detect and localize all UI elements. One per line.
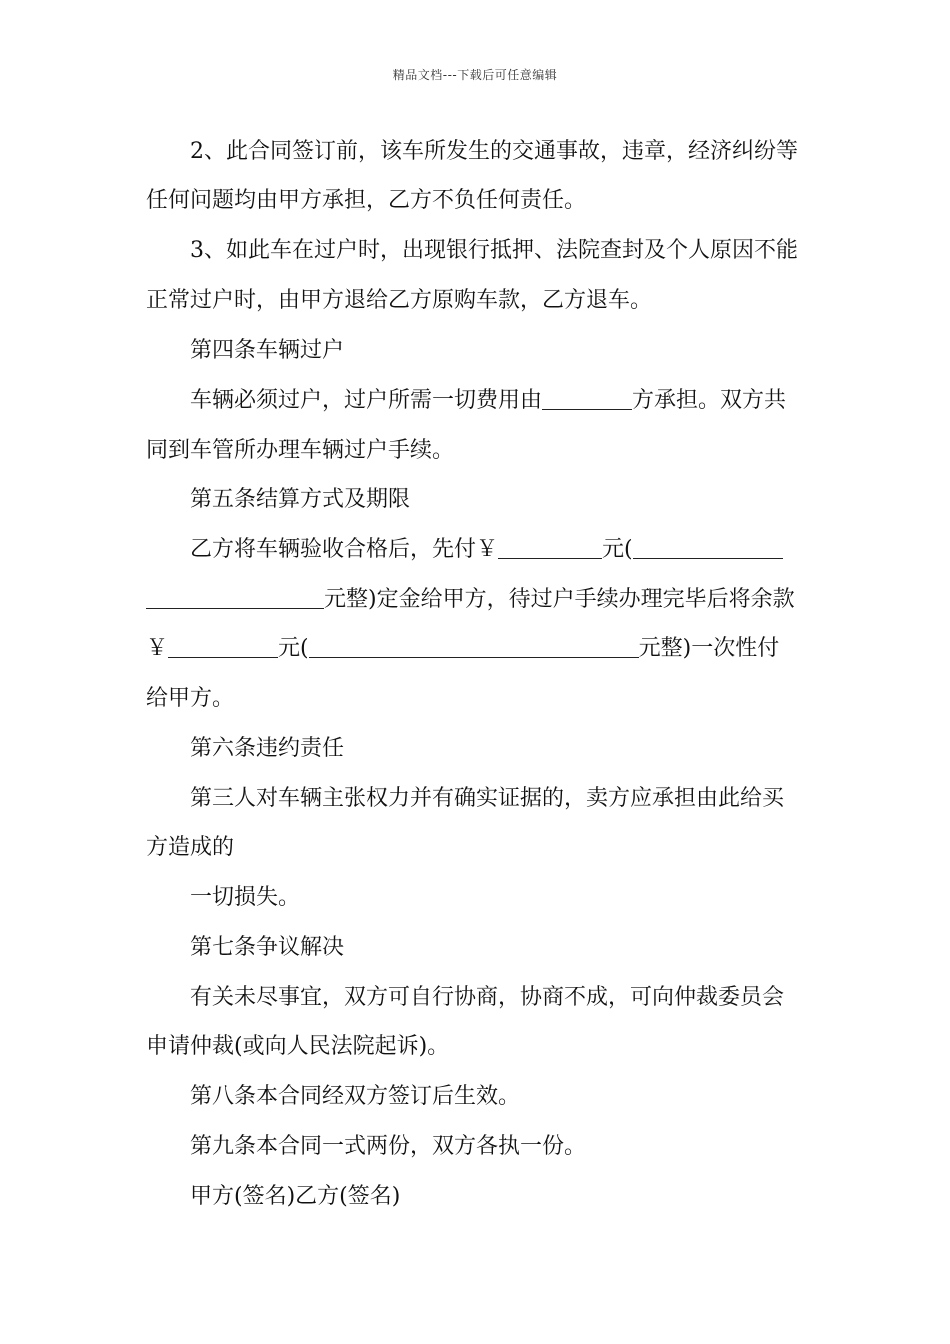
section-heading: 第四条车辆过户: [190, 338, 345, 363]
text-segment: 乙方将车辆验收合格后，先付￥: [190, 537, 499, 562]
clause-line: [146, 634, 816, 664]
clause-line: 第三人对车辆主张权力并有确实证据的，卖方应承担由此给买: [190, 786, 785, 811]
text-segment: 元(: [602, 537, 633, 562]
text-segment: 元整)定金给甲方，待过户手续办理完毕后将余款: [324, 587, 795, 612]
fill-in-blank: [542, 408, 632, 410]
clause-line: 同到车管所办理车辆过户手续。: [146, 438, 455, 463]
text-segment: 车辆必须过户，过户所需一切费用由: [190, 388, 543, 413]
fill-in-blank: [498, 557, 602, 559]
clause-line: 有关未尽事宜，双方可自行协商，协商不成，可向仲裁委员会: [190, 985, 785, 1010]
clause-line: 一切损失。: [190, 885, 301, 910]
text-segment: ￥: [146, 636, 169, 661]
text-segment: 元(: [278, 636, 309, 661]
clause-line: 第八条本合同经双方签订后生效。: [190, 1084, 521, 1109]
clause-line: [190, 535, 816, 565]
section-heading: 第七条争议解决: [190, 935, 345, 960]
clause-line: 正常过户时，由甲方退给乙方原购车款，乙方退车。: [146, 288, 653, 313]
fill-in-blank: [146, 607, 324, 609]
text-segment: 方承担。双方共: [632, 388, 787, 413]
clause-line: 给甲方。: [146, 686, 235, 711]
section-heading: 第六条违约责任: [190, 736, 345, 761]
clause-line: 3、如此车在过户时，出现银行抵押、法院查封及个人原因不能: [190, 238, 798, 263]
clause-line: 2、此合同签订前，该车所发生的交通事故，违章，经济纠纷等: [190, 139, 798, 164]
clause-line: 申请仲裁(或向人民法院起诉)。: [146, 1034, 450, 1059]
clause-line: 方造成的: [146, 835, 235, 860]
clause-line: 第九条本合同一式两份，双方各执一份。: [190, 1134, 587, 1159]
section-heading: 第五条结算方式及期限: [190, 487, 411, 512]
signature-line: 甲方(签名)乙方(签名): [190, 1184, 401, 1209]
page-header: 精品文档---下载后可任意编辑: [392, 68, 558, 82]
text-segment: 元整)一次性付: [638, 636, 780, 661]
clause-line: [146, 585, 816, 615]
clause-line: [190, 386, 816, 416]
fill-in-blank: [633, 557, 783, 559]
fill-in-blank: [168, 656, 278, 658]
fill-in-blank: [309, 656, 639, 658]
clause-line: 任何问题均由甲方承担，乙方不负任何责任。: [146, 188, 587, 213]
